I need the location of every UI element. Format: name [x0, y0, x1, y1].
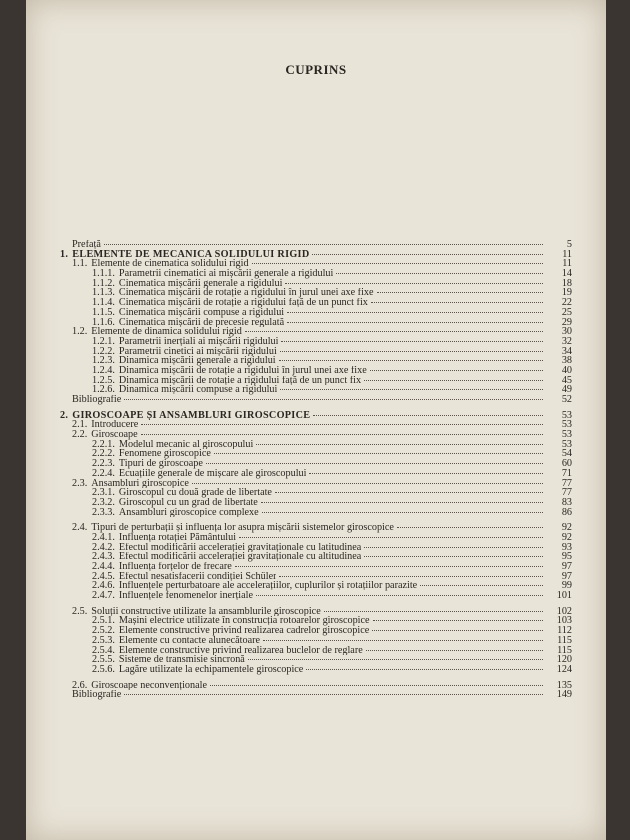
toc-entry-title: Cinematica mișcării de precesie regulată [118, 317, 285, 328]
toc-entry-page: 49 [561, 384, 572, 396]
dot-leader [256, 444, 543, 445]
toc-entry-title: Efectul modificării accelerației gravitaționale cu latitudinea [118, 542, 362, 553]
toc-entry [60, 430, 572, 440]
toc-entry [60, 308, 572, 318]
toc-entry-page: 30 [561, 326, 572, 338]
toc-entry [60, 581, 572, 591]
dot-leader [364, 380, 543, 381]
toc-entry-page: 97 [561, 561, 572, 572]
toc-entry-number: 2.4.4. [92, 561, 115, 572]
toc-entry-title: Dinamica mișcării de rotație a rigidului în jurul unei axe fixe [118, 365, 367, 376]
toc-entry-title: Cinematica mișcării de rotație a rigidului în jurul unei axe fixe [118, 288, 374, 299]
toc-entry-page: 93 [561, 541, 572, 553]
toc-entry-title: Dinamica mișcării compuse a rigidului [118, 385, 278, 396]
toc-entry-page: 77 [561, 487, 572, 499]
toc-entry-page: 34 [561, 345, 572, 357]
dot-leader [280, 351, 543, 352]
toc-entry-number: 2.4. [72, 522, 88, 534]
toc-entry-number: 1.1.2. [92, 277, 115, 289]
toc-entry-title: Ansambluri giroscopice [91, 478, 189, 489]
dot-leader [373, 620, 543, 621]
toc-entry [60, 318, 572, 328]
dot-leader [364, 556, 543, 557]
toc-entry-title: Giroscoape [91, 430, 138, 440]
toc-entry [60, 508, 572, 518]
toc-entry [60, 523, 572, 533]
toc-entry-title: Tipuri de giroscoape [118, 459, 203, 469]
toc-entry-title: Bibliografie [72, 690, 122, 700]
toc-entry-number: 2.5.2. [92, 625, 115, 637]
dot-leader [104, 244, 543, 245]
dot-leader [281, 341, 543, 342]
dot-leader [210, 685, 543, 686]
toc-entry-page: 19 [561, 287, 572, 299]
toc-entry-page: 112 [557, 625, 572, 637]
toc-entry [60, 665, 572, 675]
toc-entry [60, 449, 572, 459]
toc-entry [60, 440, 572, 450]
toc-entry [60, 395, 572, 405]
dot-leader [377, 292, 543, 293]
toc-entry-page: 53 [561, 429, 572, 441]
toc-entry-title: Cinematica mișcării generale a rigidului [118, 278, 283, 289]
toc-entry [60, 543, 572, 553]
toc-entry-title: Cinematica mișcării compuse a rigidului [118, 307, 285, 318]
dot-leader [262, 512, 543, 513]
toc-entry-number: 2.5.5. [92, 654, 115, 666]
toc-entry-title: Elemente cu contacte alunecătoare [118, 635, 261, 646]
toc-entry [60, 411, 572, 421]
toc-entry-page: 5 [566, 239, 572, 250]
toc-entry-page: 86 [561, 506, 572, 518]
toc-entry-page: 124 [556, 663, 572, 675]
dot-leader [306, 669, 543, 670]
toc-entry-page: 97 [561, 570, 572, 582]
toc-entry [60, 250, 572, 260]
toc-entry-number: 1.1.1. [92, 268, 115, 280]
toc-entry-number: 2. [60, 409, 69, 421]
toc-entry-number: 1.2.1. [92, 335, 115, 347]
toc-entry [60, 298, 572, 308]
toc-entry-page: 11 [562, 258, 572, 270]
toc-entry [60, 479, 572, 489]
dot-leader [252, 263, 543, 264]
dot-leader [206, 463, 543, 464]
toc-entry [60, 240, 572, 250]
toc-entry [60, 279, 572, 289]
toc-entry-number: 2.4.3. [92, 551, 115, 563]
dot-leader [366, 650, 543, 651]
toc-entry-title: Giroscoape neconvenționale [91, 680, 207, 691]
toc-entry-page: 115 [557, 634, 572, 646]
toc-entry-page: 22 [561, 297, 572, 309]
toc-entry-number: 2.2.1. [92, 438, 115, 450]
toc-entry-number: 2.2. [72, 429, 88, 441]
toc-entry-page: 29 [561, 316, 572, 328]
dot-leader [245, 331, 543, 332]
dot-leader [336, 273, 543, 274]
toc-entry-title: Tipuri de perturbații și influența lor asupra mișcării sistemelor giroscopice [91, 523, 394, 533]
toc-entry-number: 2.4.6. [92, 580, 115, 592]
toc-entry-page: 32 [561, 335, 572, 347]
dot-leader [312, 254, 543, 255]
page-title: CUPRINS [285, 62, 347, 77]
toc-entry-page: 71 [561, 467, 572, 479]
dot-leader [124, 399, 543, 400]
dot-leader [397, 527, 543, 528]
toc-entry-number: 2.2.2. [92, 448, 115, 460]
dot-leader [279, 576, 543, 577]
toc-entry [60, 337, 572, 347]
toc-entry-page: 102 [556, 605, 572, 617]
toc-entry-page: 103 [556, 615, 572, 627]
book-page [26, 0, 606, 840]
toc-entry-title: Bibliografie [72, 395, 122, 405]
toc-entry-number: 1.2. [72, 326, 88, 338]
toc-entry-title: Elemente de cinematica solidului rigid [91, 259, 249, 270]
toc-entry [60, 616, 572, 626]
dot-leader [280, 389, 543, 390]
dot-leader [324, 611, 543, 612]
toc-entry-title: Lagăre utilizate la echipamentele giroscopice [118, 664, 304, 675]
toc-entry-number: 2.4.7. [92, 590, 115, 602]
toc-entry [60, 459, 572, 469]
toc-entry-title: Ecuațiile generale de mișcare ale giroscopului [118, 468, 307, 479]
toc-entry-number: 2.6. [72, 679, 88, 691]
toc-entry-title: GIROSCOAPE ȘI ANSAMBLURI GIROSCOPICE [72, 410, 311, 421]
toc-entry [60, 385, 572, 395]
toc-entry [60, 269, 572, 279]
dot-leader [263, 640, 543, 641]
toc-entry-number: 2.5.3. [92, 634, 115, 646]
dot-leader [239, 537, 543, 538]
toc-entry-page: 83 [561, 496, 572, 508]
toc-entry-page: 120 [556, 654, 572, 666]
toc-entry-page: 38 [561, 355, 572, 367]
toc-entry-title: Influența forțelor de frecare [118, 562, 232, 572]
toc-entry-title: Influențele fenomenelor inerțiale [118, 591, 253, 601]
toc-entry-title: Parametrii cinematici ai mișcării generale a rigidului [118, 269, 334, 279]
toc-entry-page: 95 [561, 551, 572, 563]
toc-entry-page: 101 [556, 590, 572, 602]
toc-entry-page: 18 [561, 277, 572, 289]
toc-entry-title: Elemente constructive privind realizarea buclelor de reglare [118, 645, 363, 656]
toc-entry-title: Cinematica mișcării de rotație a rigidului față de un punct fix [118, 298, 368, 308]
toc-entry [60, 655, 572, 665]
toc-entry-page: 99 [561, 580, 572, 592]
toc-entry [60, 607, 572, 617]
dot-leader [261, 502, 543, 503]
toc-entry-page: 77 [561, 477, 572, 489]
toc-entry [60, 488, 572, 498]
toc-entry-number: 1.2.6. [92, 384, 115, 396]
toc-entry [60, 690, 572, 700]
toc-entry-number: 1.1.5. [92, 306, 115, 318]
toc-entry-page: 11 [562, 248, 572, 260]
toc-entry-title: Dinamica mișcării generale a rigidului [118, 356, 276, 366]
toc-entry-title: Dinamica mișcării de rotație a rigidului față de un punct fix [118, 375, 362, 386]
toc-entry-title: Fenomene giroscopice [118, 449, 211, 460]
toc-entry [60, 552, 572, 562]
dot-leader [287, 322, 543, 323]
toc-entry-number: 1.2.4. [92, 364, 115, 376]
toc-entry-number: 1.1. [72, 258, 88, 270]
toc-entry-title: Elemente constructive privind realizarea cadrelor giroscopice [118, 626, 370, 636]
dot-leader [309, 473, 543, 474]
toc-entry [60, 420, 572, 430]
toc-entry-title: Efectul modificării accelerației gravitaționale cu altitudinea [118, 552, 362, 563]
toc-entry-page: 25 [561, 306, 572, 318]
toc-entry-number: 2.2.4. [92, 467, 115, 479]
dot-leader [192, 483, 543, 484]
toc-entry-title: Giroscopul cu un grad de libertate [118, 497, 258, 508]
toc-entry-title: Giroscopul cu două grade de libertate [118, 488, 272, 498]
toc-entry [60, 366, 572, 376]
toc-entry [60, 288, 572, 298]
toc-entry-number: 1.1.6. [92, 316, 115, 328]
toc-entry [60, 469, 572, 479]
toc-entry [60, 533, 572, 543]
toc-entry-number: 2.5.1. [92, 615, 115, 627]
toc-entry-title: ELEMENTE DE MECANICA SOLIDULUI RIGID [72, 249, 310, 260]
toc-entry-number: 1.2.3. [92, 355, 115, 367]
toc-entry [60, 259, 572, 269]
toc-entry [60, 572, 572, 582]
toc-entry-number: 2.1. [72, 419, 88, 431]
dot-leader [279, 360, 543, 361]
toc-entry-page: 92 [561, 522, 572, 534]
toc-entry-page: 53 [561, 438, 572, 450]
toc-entry-number: 2.4.5. [92, 570, 115, 582]
toc-entry-number: 2.3.1. [92, 487, 115, 499]
toc-entry-title: Mașini electrice utilizate în construcția rotoarelor giroscopice [118, 616, 370, 627]
toc-entry-page: 60 [561, 458, 572, 470]
toc-entry-title: Influența rotației Pământului [118, 532, 237, 543]
toc-entry-title: Influențele perturbatoare ale accelerațiilor, cuplurilor și rotațiilor parazite [118, 581, 418, 592]
toc-entry-title: Prefață [72, 240, 101, 250]
dot-leader [275, 492, 543, 493]
toc-entry [60, 591, 572, 601]
toc-entry-number: 2.4.2. [92, 541, 115, 553]
dot-leader [124, 694, 543, 695]
toc-entry-title: Introducere [91, 420, 139, 431]
toc-entry [60, 636, 572, 646]
toc-entry [60, 347, 572, 357]
toc-entry-number: 1.2.5. [92, 374, 115, 386]
dot-leader [313, 415, 543, 416]
toc-entry [60, 498, 572, 508]
toc-entry-page: 14 [561, 268, 572, 280]
toc-entry [60, 327, 572, 337]
toc-entry-number: 1.1.3. [92, 287, 115, 299]
toc-entry [60, 562, 572, 572]
dot-leader [214, 453, 543, 454]
toc-entry-page: 53 [561, 409, 572, 421]
toc-entry-page: 92 [561, 531, 572, 543]
dot-leader [287, 312, 543, 313]
toc-entry [60, 646, 572, 656]
toc-entry-page: 115 [557, 644, 572, 656]
toc-entry-title: Elemente de dinamica solidului rigid [91, 327, 242, 337]
toc-entry-title: Efectul nesatisfacerii condiției Schüler [118, 571, 277, 582]
toc-entry-number: 1. [60, 248, 69, 260]
toc-entry-number: 1.2.2. [92, 345, 115, 357]
toc-entry-number: 2.4.1. [92, 531, 115, 543]
toc-entry [60, 626, 572, 636]
toc-entry [60, 376, 572, 386]
toc-entry-number: 2.2.3. [92, 458, 115, 470]
toc-entry-page: 54 [561, 448, 572, 460]
toc-entry-page: 53 [561, 419, 572, 431]
dot-leader [256, 595, 543, 596]
dot-leader [371, 302, 543, 303]
toc-entry-title: Ansambluri giroscopice complexe [118, 507, 259, 518]
toc-entry-number: 2.5. [72, 605, 88, 617]
dot-leader [141, 424, 543, 425]
toc-entry-number: 2.5.4. [92, 644, 115, 656]
table-of-contents [60, 240, 572, 700]
toc-entry-page: 52 [561, 394, 572, 405]
toc-entry-title: Sisteme de transmisie sincronă [118, 655, 245, 665]
toc-entry [60, 356, 572, 366]
dot-leader [420, 585, 543, 586]
toc-entry-number: 2.3.2. [92, 496, 115, 508]
toc-entry-page: 135 [556, 679, 572, 691]
dot-leader [235, 566, 543, 567]
dot-leader [364, 547, 543, 548]
toc-entry-title: Soluții constructive utilizate la ansamblurile giroscopice [91, 606, 321, 617]
toc-entry-number: 2.5.6. [92, 663, 115, 675]
dot-leader [141, 434, 543, 435]
toc-entry [60, 681, 572, 691]
toc-entry-number: 1.1.4. [92, 297, 115, 309]
toc-entry-page: 45 [561, 374, 572, 386]
toc-entry-title: Modelul mecanic al giroscopului [118, 439, 254, 450]
toc-entry-title: Parametrii cinetici ai mișcării rigidului [118, 346, 277, 357]
toc-entry-page: 40 [561, 364, 572, 376]
dot-leader [370, 370, 543, 371]
toc-entry-number: 2.3. [72, 477, 88, 489]
dot-leader [372, 630, 543, 631]
toc-entry-page: 149 [556, 689, 572, 701]
toc-entry-number: 2.3.3. [92, 506, 115, 518]
dot-leader [248, 659, 543, 660]
toc-entry-title: Parametrii inerțiali ai mișcării rigidului [118, 336, 279, 347]
dot-leader [285, 283, 543, 284]
